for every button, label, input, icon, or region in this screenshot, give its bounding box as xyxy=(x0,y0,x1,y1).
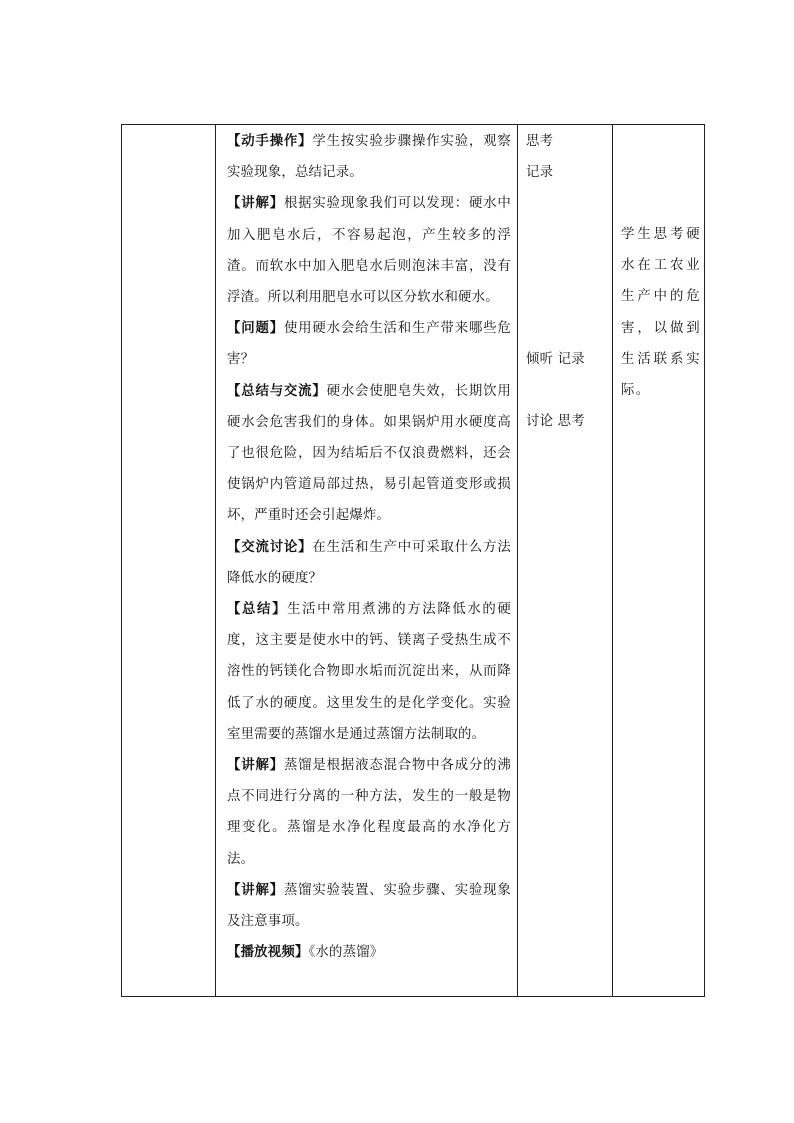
empty-left-cell xyxy=(122,125,215,996)
activity-paragraph xyxy=(227,126,511,188)
student-think-label: 思考 xyxy=(526,134,554,149)
design-intent-text: 学生思考硬水在工农业生产中的危害，以做到生活联系实际。 xyxy=(621,227,701,399)
paragraph-tag: 【交流讨论】 xyxy=(227,539,313,555)
paragraph-tag: 【讲解】 xyxy=(227,758,284,774)
paragraph-text: 生活中常用煮沸的方法降低水的硬度，这主要是使水中的钙、镁离子受热生成不溶性的钙镁化合物即水垢而沉淀出来，从而降低了水的硬度。这里发生的是化学变化。实验室里需要的蒸馏水是通过蒸馏方法制取的。 xyxy=(227,602,511,742)
paragraph-tag: 【总结】 xyxy=(227,602,288,618)
paragraph-tag: 【问题】 xyxy=(227,321,284,337)
paragraph-text: 根据实验现象我们可以发现：硬水中加入肥皂水后，不容易起泡，产生较多的浮渣。而软水中加入肥皂水后则泡沫丰富，没有浮渣。所以利用肥皂水可以区分软水和硬水。 xyxy=(227,196,511,306)
paragraph-tag: 【动手操作】 xyxy=(227,134,313,149)
student-record-label: 记录 xyxy=(526,165,554,180)
paragraph-text: 在生活和生产中可采取什么方法降低水的硬度？ xyxy=(227,539,511,586)
activity-paragraph xyxy=(227,532,511,594)
design-intent-cell xyxy=(612,125,706,996)
activity-paragraph xyxy=(227,750,511,875)
paragraph-tag: 【总结与交流】 xyxy=(227,383,327,399)
paragraph-text: 硬水会使肥皂失效，长期饮用硬水会危害我们的身体。如果锅炉用水硬度高了也很危险，因为结垢后不仅浪费燃料，还会使锅炉内管道局部过热，易引起管道变形或损坏，严重时还会引起爆炸。 xyxy=(227,383,511,524)
activity-paragraph xyxy=(227,188,511,313)
paragraph-text: 学生按实验步骤操作实验，观察实验现象，总结记录。 xyxy=(227,134,511,181)
paragraph-text: 使用硬水会给生活和生产带来哪些危害？ xyxy=(227,321,511,368)
paragraph-text: 蒸馏实验装置、实验步骤、实验现象及注意事项。 xyxy=(227,882,511,930)
teacher-activity-text xyxy=(227,126,511,968)
activity-paragraph xyxy=(227,313,511,375)
paragraph-tag: 【讲解】 xyxy=(227,196,284,212)
activity-paragraph xyxy=(227,594,511,750)
activity-paragraph xyxy=(227,937,511,968)
teacher-activity-cell xyxy=(215,125,517,996)
paragraph-tag: 【讲解】 xyxy=(227,882,284,898)
activity-paragraph xyxy=(227,376,511,532)
activity-paragraph xyxy=(227,875,511,937)
paragraph-text: 蒸馏是根据液态混合物中各成分的沸点不同进行分离的一种方法，发生的一般是物理变化。蒸馏是水净化程度最高的水净化方法。 xyxy=(227,758,511,867)
student-listen-record-label: 倾听 记录 xyxy=(526,352,585,367)
student-discuss-think-label: 讨论 思考 xyxy=(526,414,585,429)
student-activity-cell xyxy=(517,125,612,996)
paragraph-text: 《水的蒸馏》 xyxy=(308,945,384,961)
lesson-table xyxy=(121,124,705,997)
paragraph-tag: 【播放视频】 xyxy=(227,945,309,961)
